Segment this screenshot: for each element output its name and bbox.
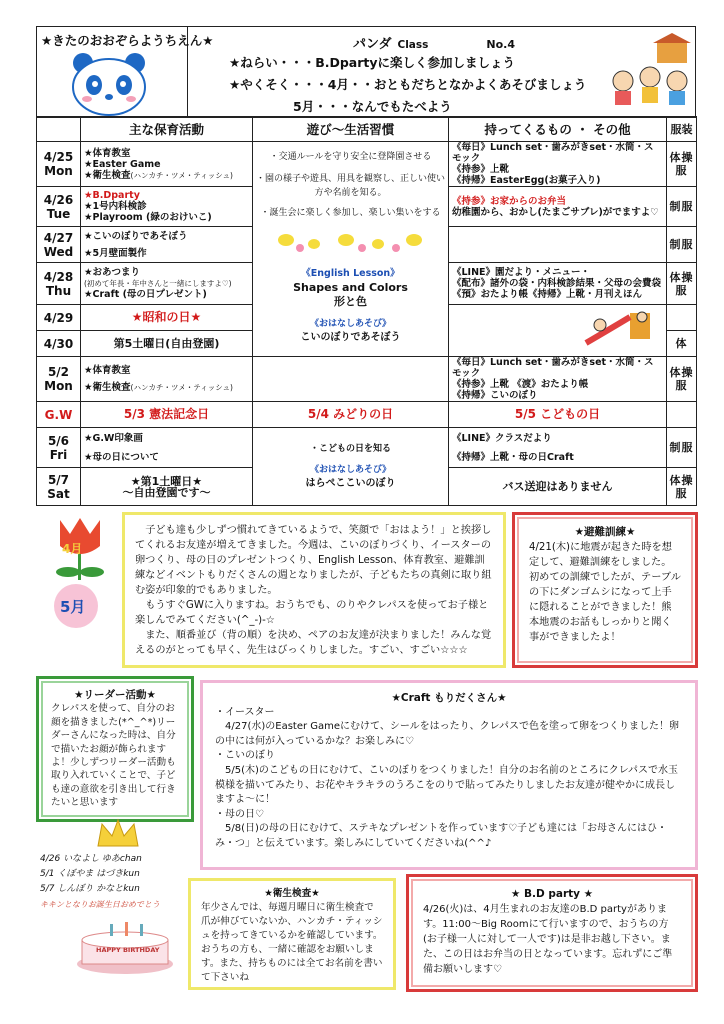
bd-party-text: 4/26(火)は、4月生まれのお友達のB.D partyがあります。11:00～Big Roomにて行いますので、おうちの方(お子様一人に対して一人です)は是非お越し下さい。また、この日はお弁当の日となっています。忘れずにご準備お願いします♡ (423, 904, 673, 975)
row-activities: 第5土曜日(自由登園) (81, 331, 253, 357)
ohanashi-label: 《おはなしあそび》 (309, 319, 392, 329)
ohanashi-title-2: はらぺここいのぼり (305, 478, 396, 489)
butterfly-flower-icon (266, 226, 436, 256)
english-lesson-label: 《English Lesson》 (301, 268, 400, 279)
row-activities: ★おあつまり (初めて年長・年中さんと一緒にしますよ♡) ★Craft (母の日プレゼント) (81, 263, 253, 305)
table-row (37, 142, 697, 187)
bd-party-title: ★ B.D party ★ (510, 888, 594, 900)
play-rule-3: ・誕生会に楽しく参加し、楽しい集いをする (260, 208, 441, 218)
play-rule-1: ・交通ルールを守り安全に登降園させる (269, 152, 432, 162)
row-uniform: 体 (667, 331, 697, 357)
row-items: 《持参》お家からのお弁当 幼稚園から、おかし(たまごサブレ)がでますよ♡ (449, 187, 667, 227)
table-row (37, 428, 697, 468)
row-date: 4/26 Tue (37, 187, 81, 227)
row-date: 4/27 Wed (37, 227, 81, 263)
table-row (37, 357, 697, 402)
craft-mothersday-heading: ・母の日♡ (215, 808, 264, 820)
row-items: 《LINE》園だより・メニュー・ 《配布》諸外の袋・内科検診結果・父母の会費袋 《預》おたより帳《持帰》上靴・月刊えほん (449, 263, 667, 305)
cake-text: HAPPY BIRTHDAY (96, 946, 160, 954)
row-uniform-empty (667, 402, 697, 428)
slide-illustration-icon (580, 309, 660, 349)
play-rule-4: ・こどもの日を知る (309, 444, 391, 454)
hygiene-box (188, 878, 396, 990)
message-box (122, 512, 506, 668)
class-title (353, 33, 515, 52)
play-column-2 (253, 428, 449, 506)
row-uniform: 体操服 (667, 468, 697, 506)
row-holiday: ★昭和の日★ (81, 305, 253, 331)
message-text-3: また、順番並び（背の順）を決め、ペアのお友達が決まりました！みんな覚えるのがとっても早く、先生はびっくりしました。すごい、すごい☆☆☆ (135, 630, 492, 656)
row-items: バス送迎はありません (449, 468, 667, 506)
slide-illustration-cell (449, 305, 667, 357)
birthday-line-1: 4/26 いなよし ゆあchan (40, 854, 142, 864)
leader-activity-box (36, 676, 194, 822)
promise-text: ★やくそく・・・4月・・おともだちとなかよくあそびましょう (229, 77, 587, 92)
header-play: 遊び～生活習慣 (253, 117, 449, 142)
row-date: 4/29 (37, 305, 81, 331)
row-date: 4/25 Mon (37, 142, 81, 187)
birthday-line-3: 5/7 しんぼり かなとkun (40, 884, 140, 894)
row-date: 4/30 (37, 331, 81, 357)
row-activities: ★体育教室 ★Easter Game ★衛生検査(ハンカチ・ツメ・ティッシュ) (81, 142, 253, 187)
may-label: 5月 (60, 598, 86, 616)
row-items: 《毎日》Lunch set・歯みがきset・水筒・スモック 《持参》上靴 《渡》おたより帳 《持帰》こいのぼり (449, 357, 667, 402)
row-uniform: 制服 (667, 227, 697, 263)
row-uniform: 制服 (667, 187, 697, 227)
leader-activity-text: クレパスを使って、自分のお顔を描きました(*^_^*)リーダーさんになった時は、自分で描いたお顔が飾られますよ！少しずつリーダー活動も取り入れていくことで、子ども達の意欲を引き出して行きたいと思います (51, 703, 176, 809)
gw-holiday-2: 5/4 みどりの日 (253, 402, 449, 428)
row-activities: ★G.W印象画 ★母の日について (81, 428, 253, 468)
row-uniform: 体操服 (667, 263, 697, 305)
evacuation-drill-text: 4/21(木)に地震が起きた時を想定して、避難訓練をしました。初めての訓練でしたが、テーブルの下にダンゴムシになって上手に隠れることができました！熊本地震のお話もしっかりと聞く事ができましたよ！ (529, 542, 681, 643)
english-lesson-sub: 形と色 (334, 295, 367, 308)
craft-title: ★Craft もりだくさん★ (391, 692, 507, 704)
ohanashi-label-2: 《おはなしあそび》 (309, 465, 392, 475)
crown-icon (96, 818, 140, 848)
leader-activity-title: ★リーダー活動★ (74, 689, 156, 701)
row-activities: ★こいのぼりであそぼう ★5月壁面製作 (81, 227, 253, 263)
row-date: G.W (37, 402, 81, 428)
table-header-row (37, 117, 697, 142)
header-items: 持ってくるもの ・ その他 (449, 117, 667, 142)
row-uniform-empty (667, 305, 697, 331)
ohanashi-title: こいのぼりであそぼう (300, 332, 401, 343)
panda-icon (49, 49, 169, 117)
april-label: 4月 (62, 542, 83, 556)
header-uniform: 服装 (667, 117, 697, 142)
craft-koinobori-heading: ・こいのぼり (215, 750, 275, 762)
row-items: 《毎日》Lunch set・歯みがきset・水筒・スモック 《持参》上靴 《持帰》EasterEgg(お菓子入り) (449, 142, 667, 187)
row-items: 《LINE》クラスだより 《持帰》上靴・母の日Craft (449, 428, 667, 468)
gw-holiday-1: 5/3 憲法記念日 (81, 402, 253, 428)
craft-koinobori-text: 5/5(木)のこどもの日にむけて、こいのぼりをつくりました！自分のお名前のところにクレパスで水玉模様を描いてみたり、お花やキラキラのうろこをのりで貼ってみたりしましたお友達が健やかに成長しますよ～に！ (215, 764, 678, 806)
row-activities: ★体育教室 ★衛生検査(ハンカチ・ツメ・ティッシュ) (81, 357, 253, 402)
row-date: 5/2 Mon (37, 357, 81, 402)
table-row-gw (37, 402, 697, 428)
promise-text-2: 5月・・・なんでもたべよう (293, 99, 452, 114)
bd-party-box (406, 874, 698, 992)
row-date: 5/6 Fri (37, 428, 81, 468)
birthday-line-2: 5/1 くぼやま はづきkun (40, 869, 140, 879)
evacuation-drill-title: ★避難訓練★ (574, 526, 636, 538)
craft-mothersday-text: 5/8(日)の母の日にむけて、ステキなプレゼントを作っています♡子ども達には「お母さんにはひ・み・つ」と伝えています。楽しみにしていてくださいね(^^♪ (215, 823, 668, 849)
craft-easter-heading: ・イースター (215, 706, 275, 718)
row-uniform: 制服 (667, 428, 697, 468)
birthday-line-4: キキンとなりお誕生日おめでとう (40, 900, 160, 909)
aim-text: ★ねらい・・・B.Dpartyに楽しく参加しましょう (229, 55, 516, 70)
school-name: ★きたのおおぞらようちえん★ (41, 33, 214, 48)
children-illustration-icon (605, 33, 693, 113)
class-name: パンダ (353, 37, 392, 52)
craft-box (200, 680, 698, 870)
hygiene-text: 年少さんでは、毎週月曜日に衛生検査で爪が伸びていないか、ハンカチ・ティッシュを持ってきているかを確認しています。おうちの方も、一緒に確認をお願いします。また、持ちものには全てお名前を書いて下さいね (201, 902, 383, 983)
row-date: 5/7 Sat (37, 468, 81, 506)
gw-holiday-3: 5/5 こどもの日 (449, 402, 667, 428)
schedule-table (36, 116, 697, 506)
header-date (37, 117, 81, 142)
message-text-2: もうすぐGWに入りますね。おうちでも、のりやクレパスを使ってお子様と楽しんでみてください(^_-)-☆ (135, 600, 489, 626)
row-activities: ★第1土曜日★ ～自由登園です～ (81, 468, 253, 506)
row-items-empty (449, 227, 667, 263)
row-uniform: 体操服 (667, 142, 697, 187)
english-lesson-title: Shapes and Colors (293, 281, 408, 294)
row-date: 4/28 Thu (37, 263, 81, 305)
issue-number: No.4 (486, 38, 515, 51)
birthday-list (40, 852, 190, 912)
message-text-1: 子ども達も少しずつ慣れてきているようで、笑顔で「おはよう！」と挨拶してくれるお友達が増えてきました。今週は、こいのぼりづくり、イースターの卵つくり、母の日のプレゼントつくり、English Lesson、体育教室、避難訓練などイベントもりだくさんの週となりましたが、子どもたちの真剣に取り組む姿が印象的でもありました。 (135, 525, 492, 596)
header-activities: 主な保育活動 (81, 117, 253, 142)
header (36, 26, 696, 118)
play-column (253, 142, 449, 357)
class-word: Class (397, 39, 429, 51)
play-rule-2: ・園の様子や遊具、用具を観察し、正しい使い方や名前を知る。 (256, 174, 446, 198)
hygiene-title: ★衛生検査★ (264, 888, 320, 899)
row-activities: ★B.Dparty ★1号内科検診 ★Playroom (緑のおけいこ) (81, 187, 253, 227)
evacuation-drill-box (512, 512, 698, 668)
row-uniform: 体操服 (667, 357, 697, 402)
play-cell-spacer (253, 357, 449, 402)
craft-easter-text: 4/27(水)のEaster Gameにむけて、シールをはったり、クレパスで色を塗って卵をつくりました！卵の中には何が入っているかな？お楽しみに♡ (215, 721, 679, 747)
